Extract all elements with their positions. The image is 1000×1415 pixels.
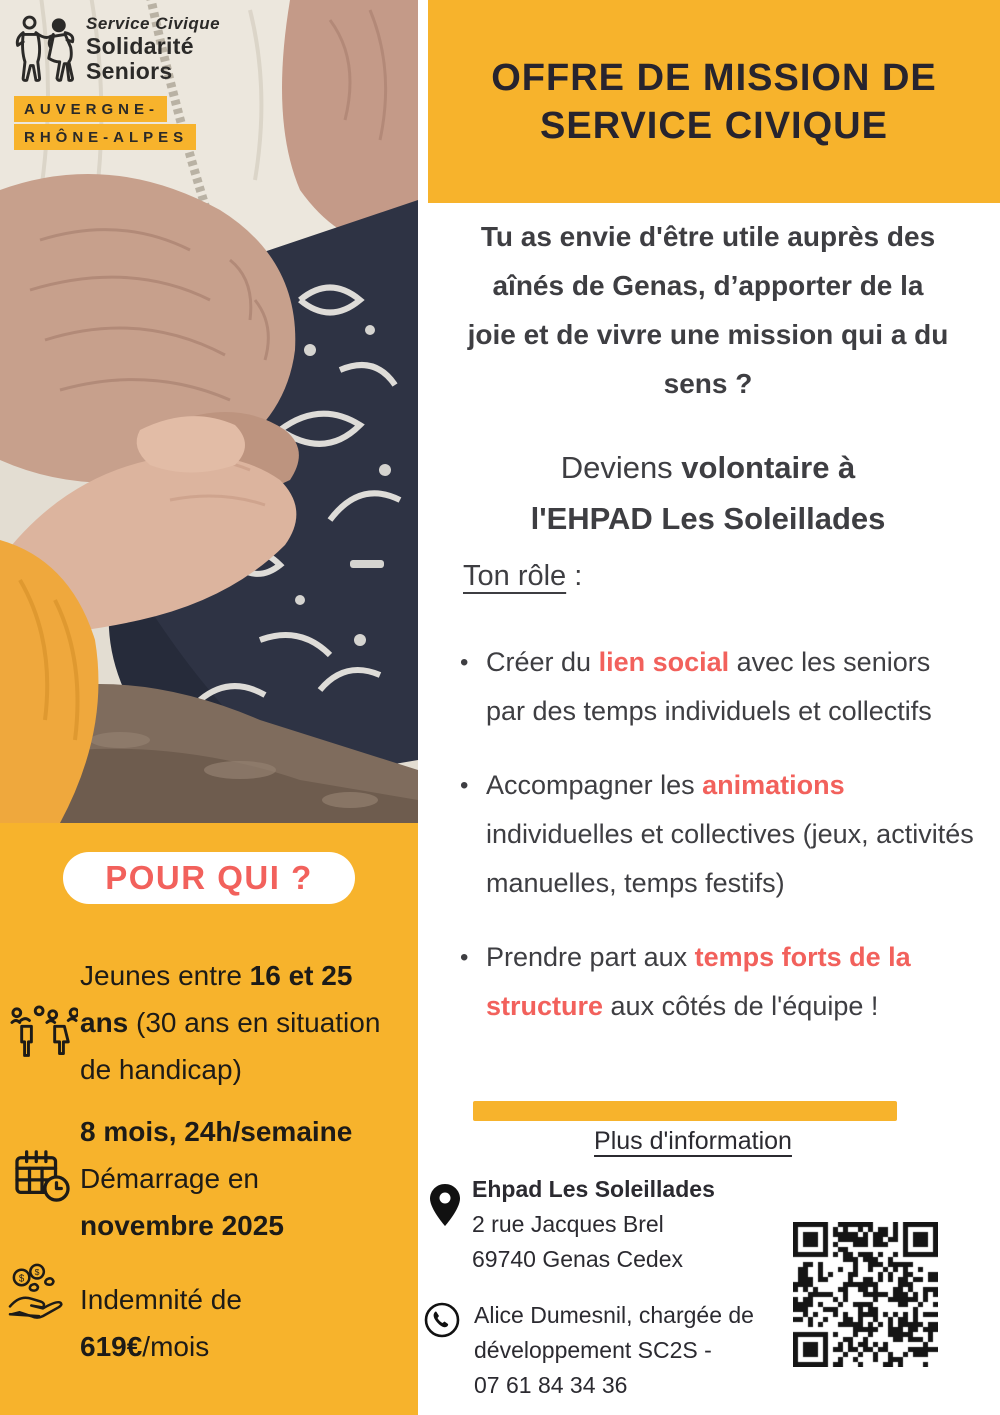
- ehpad-name: l'EHPAD Les Soleillades: [530, 501, 886, 536]
- region-line1: AUVERGNE-: [14, 96, 167, 122]
- more-info-heading: Plus d'information: [594, 1127, 792, 1155]
- location-name: Ehpad Les Soleillades: [472, 1176, 715, 1202]
- role-bullet-list: [456, 638, 976, 1056]
- offer-title-banner: [428, 0, 1000, 203]
- contact-block: [424, 1298, 804, 1403]
- region-line2: RHÔNE-ALPES: [14, 124, 196, 150]
- role-bullet-2: • Accompagner les animations individuelles et collectives (jeux, activités manuelles, temps festifs): [456, 761, 976, 908]
- pour-qui-heading: [63, 852, 355, 904]
- indemnity-label: Indemnité de: [80, 1284, 242, 1315]
- calendar-clock-icon: [14, 1150, 72, 1202]
- contact-role: développement SC2S -: [474, 1337, 712, 1363]
- offer-title-line1: OFFRE DE MISSION DE: [491, 56, 937, 99]
- age-post: (30 ans en situation de handicap): [80, 1007, 381, 1085]
- svg-text:$: $: [18, 1273, 25, 1285]
- location-address2: 69740 Genas Cedex: [472, 1246, 683, 1272]
- phone-icon: [424, 1302, 460, 1338]
- age-pre: Jeunes entre: [80, 960, 250, 991]
- cheering-people-icon: [10, 1005, 78, 1071]
- logo-script-line: Service Civique: [86, 14, 221, 33]
- location-address1: 2 rue Jacques Brel: [472, 1211, 664, 1237]
- role-bullet-3: • Prendre part aux temps forts de la structure aux côtés de l'équipe !: [456, 933, 976, 1031]
- contact-phone-number: 07 61 84 34 36: [474, 1372, 628, 1398]
- indemnity-amount: 619€: [80, 1331, 143, 1362]
- duration-start: novembre 2025: [80, 1210, 284, 1241]
- svg-text:$: $: [34, 1267, 40, 1278]
- contact-person: Alice Dumesnil, chargée de: [474, 1302, 754, 1328]
- intro-question: Tu as envie d'être utile auprès des aînés de Genas, d’apporter de la joie et de vivre une mission qui a du sens ?: [467, 221, 949, 399]
- hand-coins-icon: [8, 1262, 70, 1320]
- yellow-divider: [473, 1101, 897, 1121]
- indemnity-item: [80, 1276, 410, 1370]
- offer-title-line2: SERVICE CIVIQUE: [540, 104, 888, 147]
- logo-text: [86, 14, 220, 84]
- duration-regular: Démarrage en: [80, 1163, 259, 1194]
- logo-people-icon: [14, 14, 78, 86]
- photo-hands: [0, 0, 418, 823]
- role-bullet-1: • Créer du lien social avec les seniors par des temps individuels et collectifs: [456, 638, 976, 736]
- duration-bold: 8 mois, 24h/semaine: [80, 1116, 353, 1147]
- location-block: [430, 1172, 715, 1277]
- location-pin-icon: [430, 1184, 460, 1226]
- logo-bold-line2: Seniors: [86, 58, 173, 84]
- qr-code: [793, 1222, 938, 1367]
- duration-item: [80, 1108, 410, 1249]
- region-badge: [14, 96, 220, 150]
- logo-bold-line1: Solidarité: [86, 33, 194, 59]
- indemnity-suffix: /mois: [142, 1331, 210, 1362]
- age-bold: 16 et 25 ans: [80, 960, 353, 1038]
- role-heading: Ton rôle :: [463, 560, 583, 592]
- pour-qui-label: POUR QUI ?: [105, 859, 313, 896]
- right-column: [418, 0, 1000, 1415]
- left-column: [0, 0, 418, 1415]
- call-to-action: Deviens volontaire à l'EHPAD Les Soleillades: [428, 442, 988, 544]
- logo-sc2s: [14, 14, 220, 150]
- audience-item: [80, 952, 392, 1093]
